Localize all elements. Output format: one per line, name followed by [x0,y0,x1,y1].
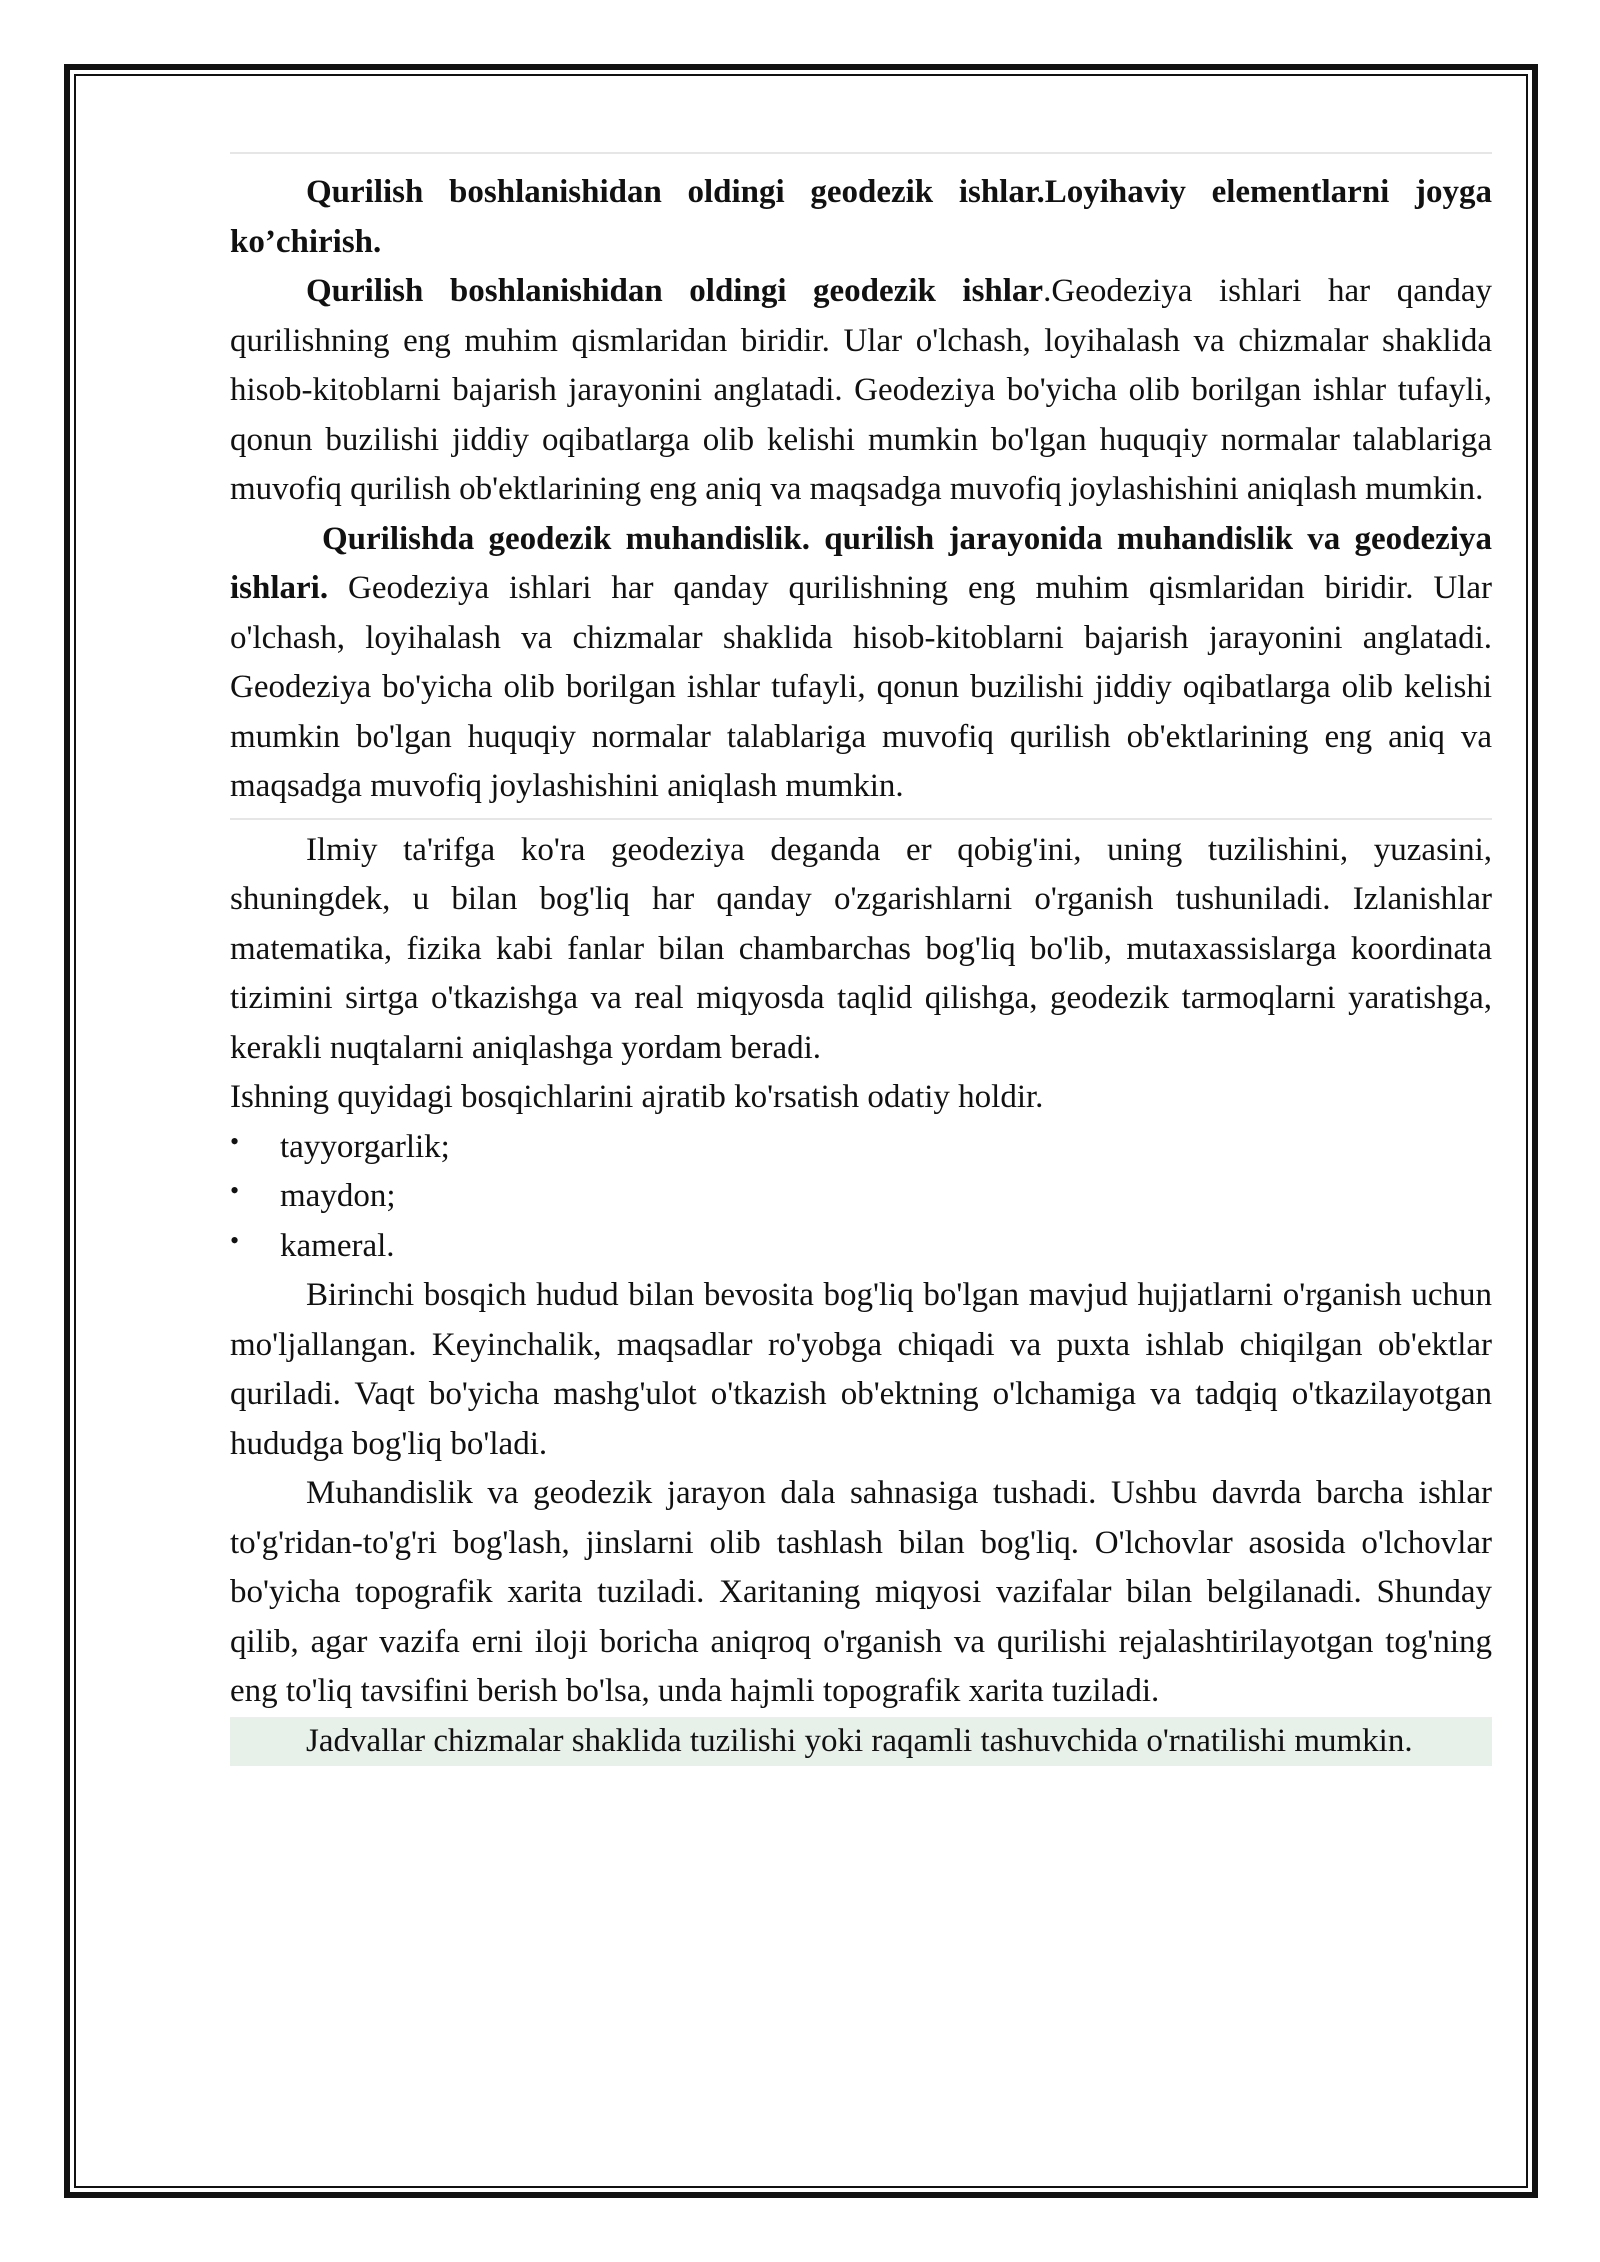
section-heading [230,168,1492,267]
paragraph-2-bold: Qurilishda geodezik muhandislik. qurilish jarayonida muhandislik va geodeziya ishlari. [230,520,1492,606]
section-heading-text: Qurilish boshlanishidan oldingi geodezik ishlar.Loyihaviy elementlarni joyga ko’chirish. [230,174,1492,260]
list-item [230,1123,1492,1173]
section-rule [230,818,1492,820]
list-item-text: maydon; [280,1178,396,1214]
bullet-icon: • [230,1126,240,1156]
paragraph-1 [230,267,1492,515]
paragraph-1-bold: Qurilish boshlanishidan oldingi geodezik ishlar [306,273,1044,309]
list-item [230,1222,1492,1272]
paragraph-4: Birinchi bosqich hudud bilan bevosita bog'liq bo'lgan mavjud hujjatlarni o'rganish uchun mo'ljallangan. Keyinchalik, maqsadlar ro'yobga chiqadi va puxta ishlab chiqilgan ob'ektlar quriladi. Vaqt bo'yicha mashg'ulot o'tkazish ob'ektning o'lchamiga va tadqiq o'tkazilayotgan hududga bog'liq bo'ladi. [230,1277,1492,1462]
stages-intro: Ishning quyidagi bosqichlarini ajratib ko'rsatish odatiy holdir. [230,1079,1044,1115]
document-body [230,152,1492,1766]
paragraph-6: Jadvallar chizmalar shaklida tuzilishi yoki raqamli tashuvchida o'rnatilishi mumkin. [230,1717,1492,1767]
list-item-text: tayyorgarlik; [280,1128,450,1165]
paragraph-2-text: Geodeziya ishlari har qanday qurilishning eng muhim qismlaridan biridir. Ular o'lchash, loyihalash va chizmalar shaklida hisob-kitoblarni bajarish jarayonini anglatadi. Geodeziya bo'yicha olib borilgan ishlar tufayli, qonun buzilishi jiddiy oqibatlarga olib kelishi mumkin bo'lgan huquqiy normalar talablariga muvofiq qurilish ob'ektlarining eng aniq va maqsadga muvofiq joylashishini aniqlash mumkin. [230,570,1492,804]
bullet-icon: • [230,1225,240,1255]
paragraph-2 [230,515,1492,812]
paragraph-3: Ilmiy ta'rifga ko'ra geodeziya deganda er qobig'ini, uning tuzilishini, yuzasini, shuningdek, u bilan bog'liq har qanday o'zgarishlarni o'rganish tushuniladi. Izlanishlar matematika, fizika kabi fanlar bilan chambarchas bog'liq bo'lib, mutaxassislarga koordinata tizimini sirtga o'tkazishga va real miqyosda taqlid qilishga, geodezik tarmoqlarni yaratishga, kerakli nuqtalarni aniqlashga yordam beradi. [230,831,1492,1066]
stages-list [230,1123,1492,1272]
top-rule [230,152,1492,154]
list-item [230,1172,1492,1222]
paragraph-5: Muhandislik va geodezik jarayon dala sahnasiga tushadi. Ushbu davrda barcha ishlar to'g'ridan-to'g'ri bog'lash, jinslarni olib tashlash bilan bog'liq. O'lchovlar asosida o'lchovlar bo'yicha topografik xarita tuziladi. Xaritaning miqyosi vazifalar bilan belgilanadi. Shunday qilib, agar vazifa erni iloji boricha aniqroq o'rganish va qurilishi rejalashtirilayotgan tog'ning eng to'liq tavsifini berish bo'lsa, unda hajmli topografik xarita tuziladi. [230,1475,1492,1709]
paragraph-1-text: .Geodeziya ishlari har qanday qurilishning eng muhim qismlaridan biridir. Ular o'lchash, loyihalash va chizmalar shaklida hisob-kitoblarni bajarish jarayonini anglatadi. Geodeziya bo'yicha olib borilgan ishlar tufayli, qonun buzilishi jiddiy oqibatlarga olib kelishi mumkin bo'lgan huquqiy normalar talablariga muvofiq qurilish ob'ektlarining eng aniq va maqsadga muvofiq joylashishini aniqlash mumkin. [230,273,1492,507]
bullet-icon: • [230,1176,240,1205]
list-item-text: kameral. [280,1227,395,1264]
